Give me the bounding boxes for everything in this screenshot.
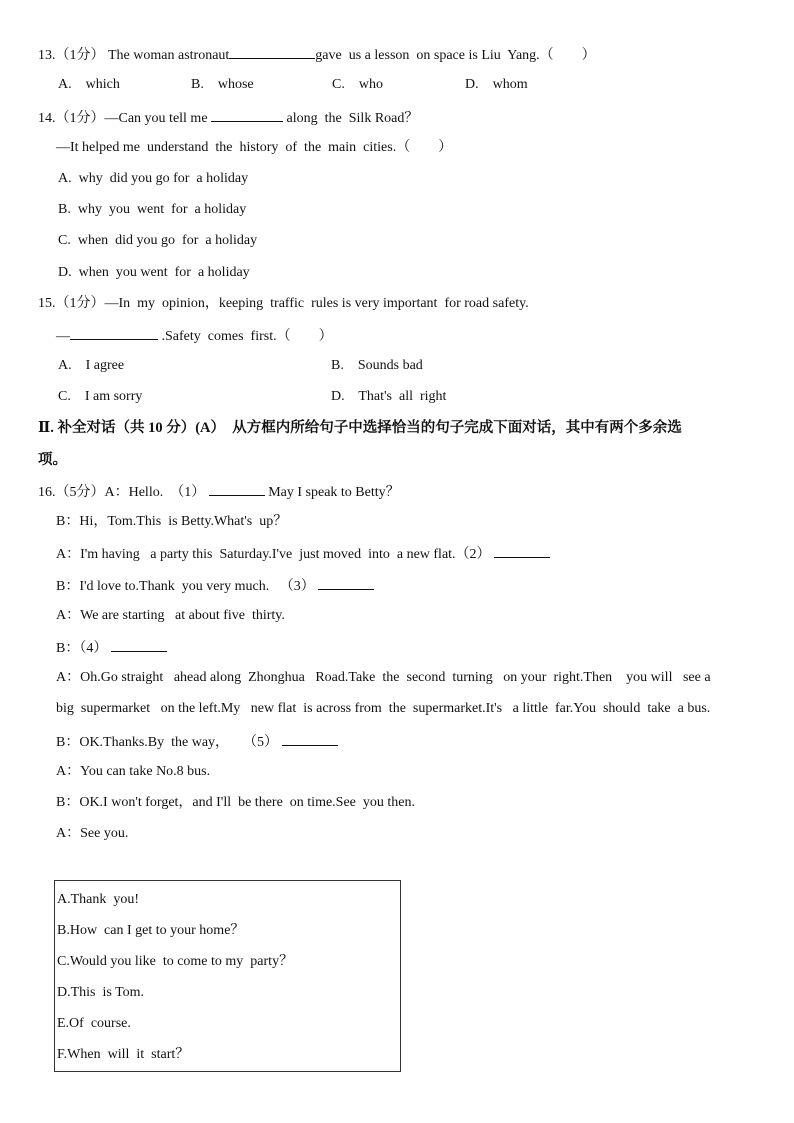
answer-blank[interactable] <box>211 108 283 122</box>
q16-line-10: A：You can take No.8 bus. <box>56 764 211 779</box>
answer-blank-2[interactable] <box>494 544 550 558</box>
q13-option-d[interactable]: D. whom <box>465 77 528 92</box>
q14-option-b[interactable]: B. why you went for a holiday <box>58 202 247 217</box>
answer-blank[interactable] <box>229 45 315 59</box>
q15-stem: 15.（1分）—In my opinion，keeping traffic rules is very important for road safety. <box>38 296 529 311</box>
q13-option-c[interactable]: C. who <box>332 77 383 92</box>
q16-line-4: B：I'd love to.Thank you very much. （3） <box>56 576 374 596</box>
q16-line-12: A：See you. <box>56 826 129 841</box>
answer-blank-3[interactable] <box>318 576 374 590</box>
q16-line-6: B：（4） <box>56 638 167 658</box>
answer-blank-5[interactable] <box>282 732 338 746</box>
q13-stem: 13.（1分） The woman astronaut gave us a lesson on space is Liu Yang.（ ） <box>38 45 596 65</box>
q15-option-b[interactable]: B. Sounds bad <box>331 358 423 373</box>
q16-line-7: A：Oh.Go straight ahead along Zhonghua Road.Take the second turning on your right.Then you will see a <box>56 670 711 685</box>
q15-option-c[interactable]: C. I am sorry <box>58 389 143 404</box>
q16-line-11: B：OK.I won't forget，and I'll be there on time.See you then. <box>56 795 415 810</box>
answer-blank-4[interactable] <box>111 638 167 652</box>
q14-reply: —It helped me understand the history of the main cities.（ ） <box>56 140 453 155</box>
q16-line-2: B：Hi，Tom.This is Betty.What's up？ <box>56 514 288 529</box>
q16-line-9: B：OK.Thanks.By the way， （5） <box>56 732 338 752</box>
q16-line-8: big supermarket on the left.My new flat is across from the supermarket.It's a little far.You should take a bus. <box>56 701 711 716</box>
answer-blank[interactable] <box>70 326 158 340</box>
q13-option-b[interactable]: B. whose <box>191 77 254 92</box>
options-box <box>54 880 401 1072</box>
box-option-a: A.Thank you! <box>57 892 140 907</box>
q14-option-a[interactable]: A. why did you go for a holiday <box>58 171 249 186</box>
box-option-b: B.How can I get to your home？ <box>57 923 245 938</box>
box-option-d: D.This is Tom. <box>57 985 145 1000</box>
q14-stem: 14.（1分）—Can you tell me along the Silk Road？ <box>38 108 418 128</box>
box-option-f: F.When will it start？ <box>57 1047 190 1062</box>
q15-option-a[interactable]: A. I agree <box>58 358 125 373</box>
q15-reply: — .Safety comes first.（ ） <box>56 326 333 346</box>
q15-option-d[interactable]: D. That's all right <box>331 389 447 404</box>
box-option-c: C.Would you like to come to my party？ <box>57 954 294 969</box>
answer-blank-1[interactable] <box>209 482 265 496</box>
q16-line-1: 16.（5分）A：Hello. （1） May I speak to Betty？ <box>38 482 400 502</box>
section-heading-cont: 项。 <box>38 452 67 468</box>
box-option-e: E.Of course. <box>57 1016 131 1031</box>
q14-option-c[interactable]: C. when did you go for a holiday <box>58 233 258 248</box>
section-heading: Ⅱ. 补全对话（共 10 分）(A） 从方框内所给句子中选择恰当的句子完成下面对话，其中有两个多余选 <box>38 420 682 436</box>
q16-line-3: A：I'm having a party this Saturday.I've just moved into a new flat.（2） <box>56 544 550 564</box>
q13-option-a[interactable]: A. which <box>58 77 120 92</box>
q16-line-5: A：We are starting at about five thirty. <box>56 608 285 623</box>
q14-option-d[interactable]: D. when you went for a holiday <box>58 265 250 280</box>
